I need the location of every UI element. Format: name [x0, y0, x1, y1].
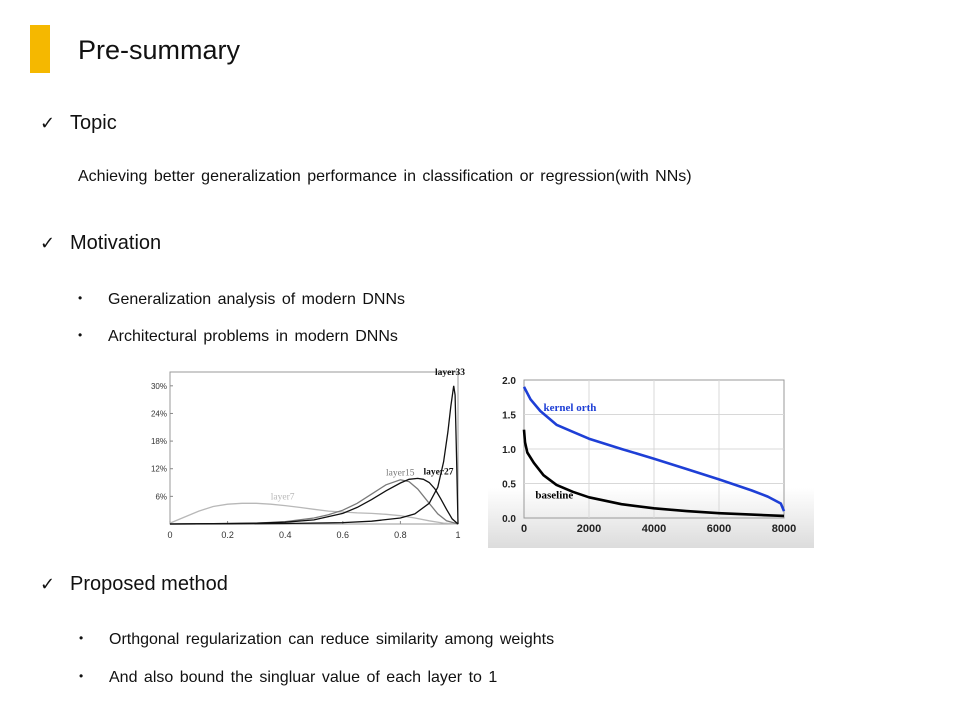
x-tick-label: 0.4 — [278, 530, 292, 540]
y-tick-label: 2.0 — [502, 376, 516, 387]
bullet-icon: • — [78, 328, 83, 342]
proposed-heading-text: Proposed method — [70, 573, 228, 595]
y-tick-label: 6% — [155, 492, 167, 502]
bullet-text: Architectural problems in modern DNNs — [108, 328, 398, 345]
topic-text: Achieving better generalization performance in classification or regression(with NNs) — [78, 168, 692, 185]
y-tick-label: 12% — [150, 464, 167, 474]
proposed-heading — [40, 572, 228, 596]
topic-heading-text: Topic — [70, 112, 117, 134]
motivation-heading-text: Motivation — [70, 232, 162, 254]
bullet-icon: • — [79, 631, 84, 645]
x-tick-label: 0 — [520, 523, 528, 535]
bullet-text: And also bound the singluar value of each layer to 1 — [109, 669, 498, 686]
title-accent-bar — [30, 25, 50, 73]
y-tick-label: 24% — [150, 409, 167, 419]
series-label-kernel-orth: kernel orth — [543, 402, 597, 415]
topic-heading — [40, 111, 117, 135]
x-tick-label: 4000 — [641, 523, 667, 535]
y-tick-label: 18% — [150, 437, 167, 447]
slide-title: Pre-summary — [78, 35, 241, 65]
bullet-text: Generalization analysis of modern DNNs — [108, 291, 406, 308]
bullet-icon: • — [79, 669, 84, 683]
x-tick-label: 1 — [455, 530, 461, 540]
motivation-heading — [40, 231, 161, 255]
checkmark-icon: ✓ — [40, 113, 56, 133]
proposed-bullet-2 — [79, 666, 497, 688]
x-tick-label: 0.6 — [336, 530, 350, 540]
y-tick-label: 1.5 — [502, 410, 516, 422]
x-tick-label: 0.2 — [221, 530, 234, 540]
checkmark-icon: ✓ — [40, 574, 56, 594]
y-tick-label: 30% — [150, 381, 167, 391]
x-tick-label: 6000 — [706, 523, 732, 535]
y-tick-label: 0.0 — [502, 514, 516, 525]
series-label-layer27: layer27 — [423, 467, 454, 478]
plot-area — [170, 372, 458, 524]
checkmark-icon: ✓ — [40, 233, 56, 253]
motivation-bullet-2 — [78, 325, 398, 347]
series-label-layer7: layer7 — [270, 492, 295, 503]
y-tick-label: 0.5 — [502, 479, 516, 491]
x-tick-label: 0.8 — [394, 530, 407, 540]
kernel-orth-chart — [488, 366, 814, 548]
y-tick-label: 1.0 — [502, 445, 516, 456]
motivation-bullet-1 — [78, 288, 405, 310]
x-tick-label: 2000 — [576, 523, 602, 535]
x-tick-label: 8000 — [771, 523, 797, 535]
layer-distribution-chart — [145, 366, 465, 546]
bullet-icon: • — [78, 291, 83, 305]
series-label-layer33: layer33 — [434, 368, 465, 379]
bullet-text: Orthgonal regularization can reduce similarity among weights — [109, 631, 555, 648]
series-label-layer15: layer15 — [386, 468, 415, 479]
x-tick-label: 0 — [167, 530, 173, 540]
proposed-bullet-1 — [79, 628, 554, 650]
series-label-baseline: baseline — [535, 489, 574, 502]
